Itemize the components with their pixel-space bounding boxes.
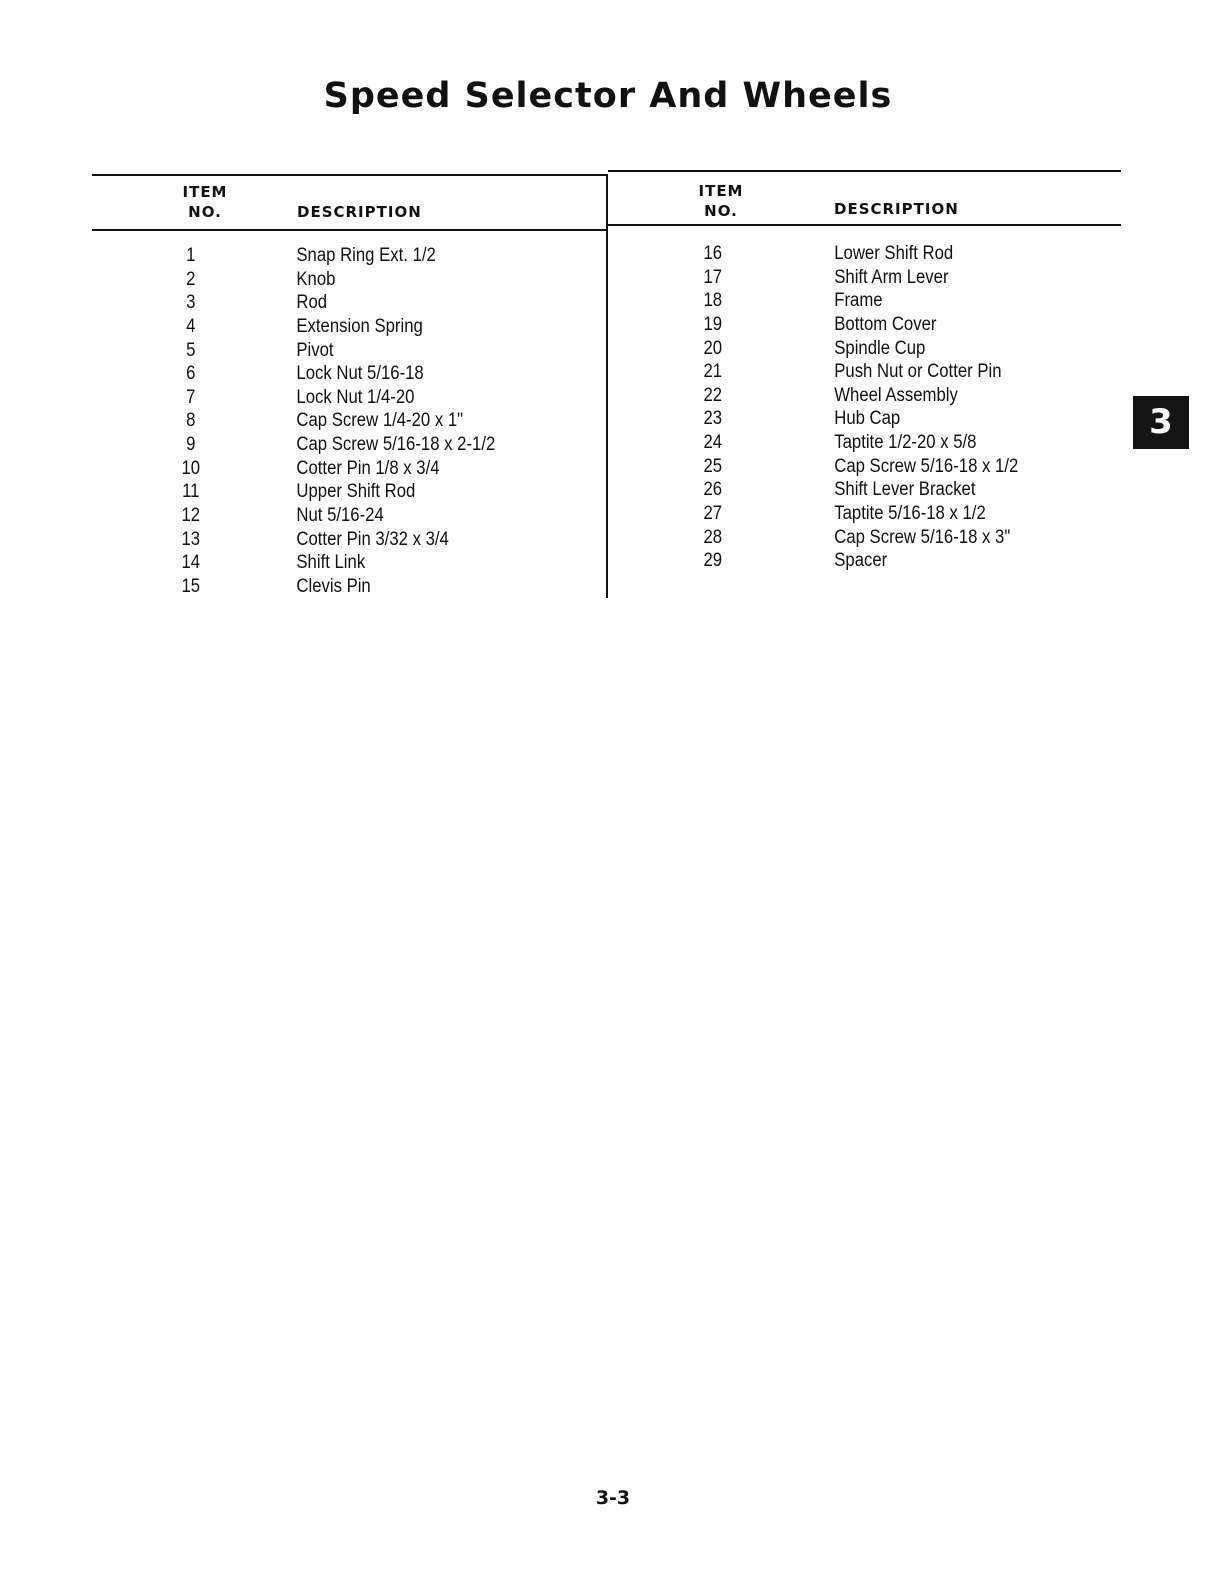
item-number: 28: [703, 526, 723, 548]
item-description: Spindle Cup: [834, 337, 926, 359]
table-top-rule-left: [92, 174, 608, 176]
item-number: 29: [703, 550, 723, 572]
page-title: Speed Selector And Wheels: [323, 76, 893, 116]
item-description: Lower Shift Rod: [834, 243, 954, 264]
header-rule-left: [92, 229, 608, 231]
item-description: Shift Arm Lever: [834, 266, 949, 288]
item-description: Cap Screw 5/16-18 x 3": [834, 526, 1011, 548]
page-number: 3-3: [595, 1487, 631, 1509]
item-description: Shift Lever Bracket: [834, 479, 976, 501]
item-number: 3: [186, 292, 196, 314]
item-number: 10: [181, 457, 201, 479]
item-description: Cotter Pin 1/8 x 3/4: [296, 457, 440, 479]
header-item-label: ITEM: [698, 182, 744, 200]
item-number: 25: [703, 455, 723, 477]
item-description: Bottom Cover: [834, 313, 937, 335]
item-number: 14: [181, 552, 201, 574]
item-number: 7: [186, 386, 196, 408]
item-number: 22: [703, 384, 723, 406]
item-description: Cotter Pin 3/32 x 3/4: [296, 528, 449, 550]
item-description: Taptite 1/2-20 x 5/8: [834, 432, 977, 454]
item-number: 8: [186, 410, 196, 432]
item-number: 9: [186, 434, 196, 456]
header-rule-right: [608, 224, 1121, 226]
header-item-no-right: [686, 181, 756, 221]
column-divider: [606, 174, 608, 598]
header-no-label: NO.: [188, 203, 222, 221]
item-description: Upper Shift Rod: [296, 481, 416, 503]
item-description: Lock Nut 1/4-20: [296, 386, 415, 408]
item-number: 4: [186, 315, 196, 337]
item-description: Cap Screw 5/16-18 x 2-1/2: [296, 434, 496, 456]
item-description: Spacer: [834, 550, 888, 572]
item-number: 12: [181, 505, 201, 527]
item-number: 26: [703, 479, 723, 501]
item-number: 24: [703, 432, 723, 454]
item-number: 21: [703, 361, 723, 383]
item-description: Rod: [296, 292, 328, 314]
header-no-label: NO.: [704, 202, 738, 220]
header-description-right: DESCRIPTION: [834, 200, 959, 218]
item-number: 20: [703, 337, 723, 359]
item-number: 2: [186, 268, 196, 290]
item-description: Push Nut or Cotter Pin: [834, 361, 1002, 383]
item-description: Pivot: [296, 339, 334, 361]
item-number: 23: [703, 408, 723, 430]
item-number: 11: [182, 481, 200, 503]
item-description: Cap Screw 5/16-18 x 1/2: [834, 455, 1019, 477]
item-number: 5: [186, 339, 196, 361]
item-description: Nut 5/16-24: [296, 505, 384, 527]
item-description: Extension Spring: [296, 315, 423, 337]
item-description: Frame: [834, 290, 883, 312]
item-description: Wheel Assembly: [834, 384, 958, 406]
item-number: 6: [186, 363, 196, 385]
item-number: 27: [703, 503, 723, 525]
item-number: 16: [703, 243, 723, 264]
header-description-left: DESCRIPTION: [297, 203, 422, 221]
item-description: Cap Screw 1/4-20 x 1": [296, 410, 464, 432]
item-number: 15: [181, 575, 201, 597]
item-description: Knob: [296, 268, 336, 290]
item-description: Taptite 5/16-18 x 1/2: [834, 503, 986, 525]
item-number: 18: [703, 290, 723, 312]
item-description: Lock Nut 5/16-18: [296, 363, 424, 385]
item-number: 13: [181, 528, 201, 550]
item-number: 1: [186, 245, 196, 266]
header-item-no-left: [170, 182, 240, 222]
table-top-rule-right: [608, 170, 1121, 172]
section-tab: 3: [1133, 396, 1189, 449]
item-description: Shift Link: [296, 552, 366, 574]
item-description: Hub Cap: [834, 408, 901, 430]
item-number: 19: [703, 313, 723, 335]
header-item-label: ITEM: [182, 183, 228, 201]
item-description: Snap Ring Ext. 1/2: [296, 245, 436, 266]
item-number: 17: [703, 266, 723, 288]
item-description: Clevis Pin: [296, 575, 371, 597]
